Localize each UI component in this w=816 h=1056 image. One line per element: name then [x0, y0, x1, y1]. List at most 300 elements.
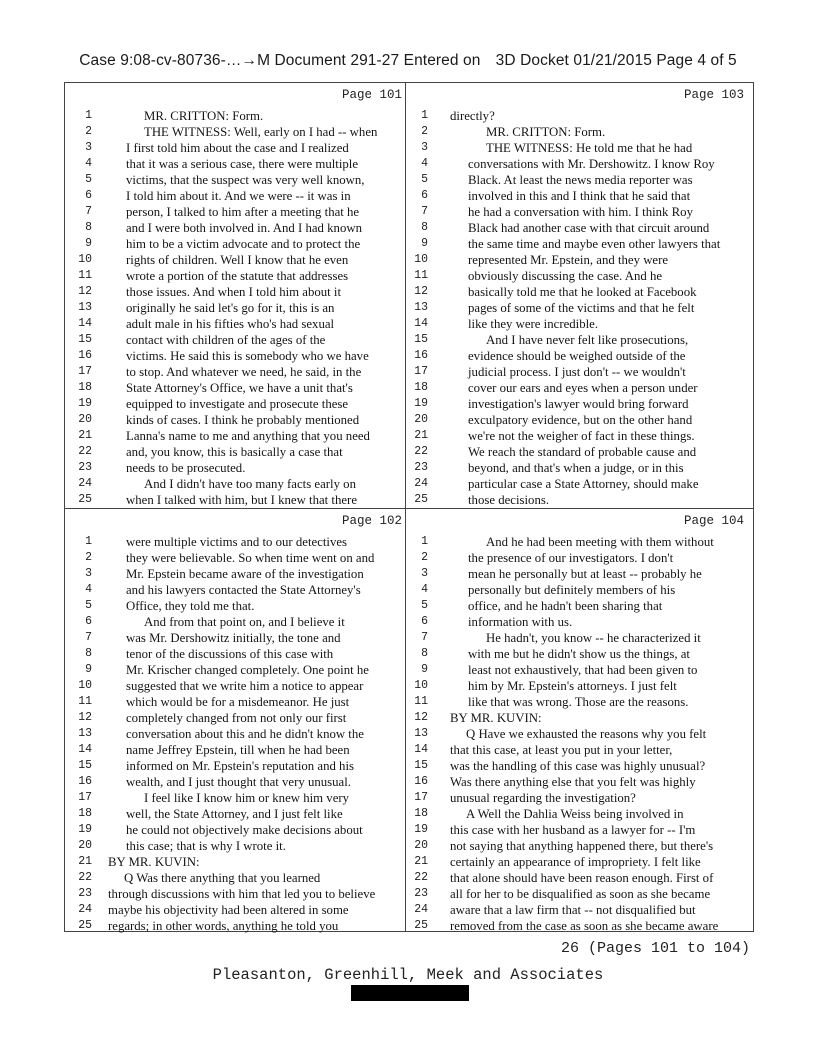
transcript-line — [64, 694, 408, 710]
transcript-line — [64, 380, 408, 396]
line-number: 20 — [414, 839, 428, 852]
transcript-line — [64, 284, 408, 300]
pages-range: 26 (Pages 101 to 104) — [560, 940, 750, 957]
line-text: kinds of cases. I think he probably mentioned — [126, 413, 360, 427]
line-number: 24 — [414, 477, 428, 490]
line-text: he had a conversation with him. I think Roy — [468, 205, 693, 219]
line-text: Black had another case with that circuit around — [468, 221, 710, 235]
line-text: this case with her husband as a lawyer for -- I'm — [450, 823, 696, 837]
line-text: through discussions with him that led you to believe — [108, 887, 376, 901]
transcript-line — [64, 534, 408, 550]
line-number: 22 — [78, 871, 92, 884]
line-text: was the handling of this case was highly unusual? — [450, 759, 706, 773]
transcript-lines — [406, 534, 750, 934]
line-text: conversations with Mr. Dershowitz. I know Roy — [468, 157, 715, 171]
transcript-line — [64, 790, 408, 806]
line-number: 11 — [78, 269, 92, 282]
line-number: 5 — [85, 173, 92, 186]
line-number: 2 — [421, 125, 428, 138]
transcript-line — [64, 428, 408, 444]
line-text: cover our ears and eyes when a person under — [468, 381, 698, 395]
transcript-line — [64, 252, 408, 268]
line-number: 3 — [85, 141, 92, 154]
line-number: 12 — [414, 285, 428, 298]
page-101-panel — [64, 82, 408, 508]
transcript-line — [64, 758, 408, 774]
transcript-line — [406, 188, 750, 204]
transcript-line — [64, 316, 408, 332]
line-text: State Attorney's Office, we have a unit that's — [126, 381, 353, 395]
line-number: 19 — [414, 823, 428, 836]
transcript-line — [406, 428, 750, 444]
line-text: pages of some of the victims and that he felt — [468, 301, 695, 315]
reporting-firm: Pleasanton, Greenhill, Meek and Associates — [212, 966, 604, 984]
line-text: Office, they told me that. — [126, 599, 255, 613]
line-number: 18 — [414, 807, 428, 820]
line-text: judicial process. I just don't -- we wouldn't — [468, 365, 686, 379]
line-text: that this case, at least you put in your letter, — [450, 743, 673, 757]
line-text: information with us. — [468, 615, 573, 629]
line-text: him to be a victim advocate and to protect the — [126, 237, 361, 251]
transcript-line — [64, 918, 408, 934]
line-number: 13 — [78, 301, 92, 314]
line-text: involved in this and I think that he said that — [468, 189, 691, 203]
line-number: 3 — [421, 567, 428, 580]
line-number: 13 — [78, 727, 92, 740]
line-text: He hadn't, you know -- he characterized it — [486, 631, 701, 645]
transcript-line — [64, 332, 408, 348]
transcript-line — [406, 598, 750, 614]
line-number: 9 — [85, 663, 92, 676]
transcript-line — [64, 156, 408, 172]
line-number: 10 — [78, 253, 92, 266]
line-text: removed from the case as soon as she became aware — [450, 919, 719, 933]
transcript-line — [64, 646, 408, 662]
transcript-line — [64, 550, 408, 566]
line-number: 19 — [414, 397, 428, 410]
transcript-line — [406, 886, 750, 902]
transcript-line — [406, 268, 750, 284]
transcript-line — [406, 790, 750, 806]
transcript-line — [406, 140, 750, 156]
transcript-line — [406, 806, 750, 822]
transcript-line — [406, 156, 750, 172]
line-number: 24 — [78, 903, 92, 916]
line-text: needs to be prosecuted. — [126, 461, 246, 475]
line-text: maybe his objectivity had been altered in some — [108, 903, 349, 917]
transcript-line — [406, 124, 750, 140]
line-number: 16 — [78, 349, 92, 362]
transcript-line — [64, 582, 408, 598]
line-text: MR. CRITTON: Form. — [486, 125, 606, 139]
transcript-line — [406, 870, 750, 886]
transcript-line — [64, 614, 408, 630]
transcript-line — [64, 678, 408, 694]
line-number: 21 — [78, 429, 92, 442]
line-number: 8 — [421, 221, 428, 234]
transcript-line — [64, 476, 408, 492]
line-text: not saying that anything happened there, but there's — [450, 839, 714, 853]
line-number: 5 — [85, 599, 92, 612]
line-number: 8 — [85, 647, 92, 660]
line-text: Was there anything else that you felt was highly — [450, 775, 696, 789]
line-number: 16 — [78, 775, 92, 788]
line-text: aware that a law firm that -- not disqualified but — [450, 903, 696, 917]
line-text: particular case a State Attorney, should make — [468, 477, 699, 491]
line-text: name Jeffrey Epstein, till when he had been — [126, 743, 350, 757]
line-text: evidence should be weighed outside of the — [468, 349, 686, 363]
line-number: 5 — [421, 173, 428, 186]
line-text: Mr. Epstein became aware of the investigation — [126, 567, 364, 581]
line-number: 6 — [85, 615, 92, 628]
page-title: Page 103 — [683, 88, 744, 102]
line-text: THE WITNESS: Well, early on I had -- when — [144, 125, 378, 139]
line-text: was Mr. Dershowitz initially, the tone and — [126, 631, 341, 645]
line-text: him by Mr. Epstein's attorneys. I just felt — [468, 679, 677, 693]
line-number: 4 — [85, 157, 92, 170]
transcript-line — [406, 108, 750, 124]
line-text: We reach the standard of probable cause and — [468, 445, 697, 459]
line-number: 23 — [414, 461, 428, 474]
transcript-line — [406, 742, 750, 758]
line-number: 23 — [78, 461, 92, 474]
line-number: 17 — [78, 791, 92, 804]
line-text: adult male in his fifties who's had sexual — [126, 317, 335, 331]
line-number: 1 — [421, 535, 428, 548]
line-text: equipped to investigate and prosecute these — [126, 397, 349, 411]
line-number: 25 — [414, 919, 428, 932]
line-text: those issues. And when I told him about it — [126, 285, 342, 299]
transcript-line — [406, 646, 750, 662]
transcript-line — [406, 348, 750, 364]
line-number: 8 — [421, 647, 428, 660]
line-number: 5 — [421, 599, 428, 612]
transcript-line — [406, 838, 750, 854]
line-number: 1 — [85, 109, 92, 122]
line-text: the presence of our investigators. I don't — [468, 551, 674, 565]
line-text: completely changed from not only our first — [126, 711, 347, 725]
line-number: 4 — [421, 157, 428, 170]
line-text: least not exhaustively, that had been given to — [468, 663, 698, 677]
transcript-line — [406, 444, 750, 460]
line-text: when I talked with him, but I knew that there — [126, 493, 357, 507]
line-number: 7 — [85, 631, 92, 644]
line-number: 12 — [414, 711, 428, 724]
line-text: victims. He said this is somebody who we have — [126, 349, 369, 363]
line-text: and I were both involved in. And I had known — [126, 221, 362, 235]
transcript-line — [64, 566, 408, 582]
transcript-line — [406, 412, 750, 428]
transcript-line — [64, 806, 408, 822]
line-text: like they were incredible. — [468, 317, 599, 331]
line-number: 2 — [85, 125, 92, 138]
transcript-line — [406, 380, 750, 396]
transcript-line — [406, 172, 750, 188]
transcript-line — [64, 124, 408, 140]
line-number: 17 — [78, 365, 92, 378]
transcript-line — [64, 460, 408, 476]
transcript-line — [406, 364, 750, 380]
line-text: like that was wrong. Those are the reasons. — [468, 695, 689, 709]
transcript-line — [406, 614, 750, 630]
line-text: investigation's lawyer would bring forward — [468, 397, 689, 411]
line-text: this case; that is why I wrote it. — [126, 839, 286, 853]
transcript-line — [406, 662, 750, 678]
line-text: he could not objectively make decisions about — [126, 823, 363, 837]
transcript-line — [406, 460, 750, 476]
line-number: 13 — [414, 301, 428, 314]
line-number: 18 — [78, 381, 92, 394]
transcript-line — [64, 630, 408, 646]
line-number: 14 — [78, 743, 92, 756]
line-number: 7 — [421, 205, 428, 218]
transcript-line — [406, 694, 750, 710]
line-text: obviously discussing the case. And he — [468, 269, 663, 283]
line-text: office, and he hadn't been sharing that — [468, 599, 663, 613]
transcript-line — [64, 822, 408, 838]
line-text: well, the State Attorney, and I just felt like — [126, 807, 343, 821]
line-text: Lanna's name to me and anything that you need — [126, 429, 370, 443]
line-number: 24 — [414, 903, 428, 916]
line-number: 16 — [414, 775, 428, 788]
transcript-line — [64, 412, 408, 428]
line-text: I feel like I know him or knew him very — [144, 791, 350, 805]
transcript-line — [64, 662, 408, 678]
line-number: 20 — [78, 413, 92, 426]
transcript-line — [406, 726, 750, 742]
line-text: and his lawyers contacted the State Attorney's — [126, 583, 361, 597]
line-text: Q Was there anything that you learned — [124, 871, 321, 885]
line-text: And from that point on, and I believe it — [144, 615, 345, 629]
transcript-line — [64, 854, 408, 870]
line-number: 21 — [414, 855, 428, 868]
line-text: THE WITNESS: He told me that he had — [486, 141, 693, 155]
line-number: 16 — [414, 349, 428, 362]
line-text: beyond, and that's when a judge, or in this — [468, 461, 684, 475]
transcript-lines — [64, 108, 408, 508]
line-number: 20 — [414, 413, 428, 426]
line-text: originally he said let's go for it, this is an — [126, 301, 335, 315]
line-text: all for her to be disqualified as soon as she became — [450, 887, 711, 901]
line-text: informed on Mr. Epstein's reputation and his — [126, 759, 354, 773]
line-number: 10 — [414, 253, 428, 266]
transcript-line — [406, 854, 750, 870]
transcript-line — [406, 630, 750, 646]
transcript-line — [64, 188, 408, 204]
line-text: MR. CRITTON: Form. — [144, 109, 264, 123]
line-number: 22 — [414, 871, 428, 884]
transcript-line — [406, 316, 750, 332]
line-number: 21 — [414, 429, 428, 442]
line-number: 6 — [421, 615, 428, 628]
line-number: 15 — [78, 333, 92, 346]
line-number: 25 — [78, 919, 92, 932]
transcript-lines — [64, 534, 408, 934]
line-text: I told him about it. And we were -- it was in — [126, 189, 351, 203]
transcript-line — [406, 476, 750, 492]
line-text: person, I talked to him after a meeting that he — [126, 205, 360, 219]
line-text: wealth, and I just thought that very unusual. — [126, 775, 351, 789]
transcript-line — [406, 774, 750, 790]
line-text: with me but he didn't show us the things, at — [468, 647, 690, 661]
transcript-line — [64, 838, 408, 854]
line-number: 24 — [78, 477, 92, 490]
line-text: Black. At least the news media reporter was — [468, 173, 693, 187]
line-number: 2 — [85, 551, 92, 564]
line-text: contact with children of the ages of the — [126, 333, 326, 347]
transcript-line — [64, 268, 408, 284]
line-text: were multiple victims and to our detectives — [126, 535, 348, 549]
line-text: suggested that we write him a notice to appear — [126, 679, 364, 693]
transcript-line — [64, 396, 408, 412]
line-number: 19 — [78, 823, 92, 836]
line-number: 25 — [414, 493, 428, 506]
line-number: 14 — [414, 743, 428, 756]
transcript-line — [64, 108, 408, 124]
line-text: rights of children. Well I know that he even — [126, 253, 349, 267]
line-number: 20 — [78, 839, 92, 852]
line-text: which would be for a misdemeanor. He just — [126, 695, 350, 709]
line-number: 14 — [78, 317, 92, 330]
line-number: 1 — [85, 535, 92, 548]
line-text: personally but definitely members of his — [468, 583, 676, 597]
line-number: 23 — [78, 887, 92, 900]
line-number: 8 — [85, 221, 92, 234]
transcript-line — [406, 758, 750, 774]
transcript-line — [64, 204, 408, 220]
line-text: mean he personally but at least -- probably he — [468, 567, 702, 581]
transcript-line — [64, 598, 408, 614]
transcript-line — [64, 902, 408, 918]
line-number: 15 — [414, 759, 428, 772]
line-text: And I have never felt like prosecutions, — [486, 333, 689, 347]
line-text: A Well the Dahlia Weiss being involved in — [466, 807, 684, 821]
transcript-line — [406, 492, 750, 508]
line-number: 21 — [78, 855, 92, 868]
transcript-line — [406, 220, 750, 236]
page-104-panel — [406, 508, 750, 934]
line-text: BY MR. KUVIN: — [450, 711, 542, 725]
line-text: victims, that the suspect was very well known, — [126, 173, 365, 187]
line-text: that it was a serious case, there were multiple — [126, 157, 359, 171]
line-number: 1 — [421, 109, 428, 122]
transcript-line — [406, 332, 750, 348]
line-number: 4 — [85, 583, 92, 596]
line-text: represented Mr. Epstein, and they were — [468, 253, 669, 267]
line-number: 3 — [421, 141, 428, 154]
line-number: 18 — [414, 381, 428, 394]
case-header: Case 9:08-cv-80736-…→M Document 291-27 Entered on 3D Docket 01/21/2015 Page 4 of 5 — [79, 52, 737, 69]
transcript-line — [64, 742, 408, 758]
transcript-line — [64, 172, 408, 188]
transcript-line — [64, 774, 408, 790]
transcript-line — [406, 902, 750, 918]
line-number: 7 — [85, 205, 92, 218]
transcript-line — [64, 140, 408, 156]
transcript-line — [406, 566, 750, 582]
line-number: 3 — [85, 567, 92, 580]
line-number: 4 — [421, 583, 428, 596]
line-text: the same time and maybe even other lawyers that — [468, 237, 721, 251]
line-number: 9 — [85, 237, 92, 250]
line-number: 14 — [414, 317, 428, 330]
line-number: 22 — [414, 445, 428, 458]
line-text: Q Have we exhausted the reasons why you felt — [466, 727, 707, 741]
transcript-line — [64, 348, 408, 364]
line-number: 15 — [414, 333, 428, 346]
line-text: wrote a portion of the statute that addresses — [126, 269, 349, 283]
line-text: BY MR. KUVIN: — [108, 855, 200, 869]
transcript-line — [64, 364, 408, 380]
transcript-line — [406, 300, 750, 316]
transcript-line — [406, 918, 750, 934]
line-number: 25 — [78, 493, 92, 506]
transcript-line — [406, 678, 750, 694]
page-title: Page 101 — [341, 88, 402, 102]
line-number: 6 — [421, 189, 428, 202]
line-text: and, you know, this is basically a case that — [126, 445, 343, 459]
line-number: 9 — [421, 663, 428, 676]
line-text: unusual regarding the investigation? — [450, 791, 636, 805]
line-number: 19 — [78, 397, 92, 410]
line-number: 11 — [414, 695, 428, 708]
transcript-line — [64, 300, 408, 316]
transcript-line — [406, 252, 750, 268]
line-number: 9 — [421, 237, 428, 250]
line-text: Mr. Krischer changed completely. One point he — [126, 663, 369, 677]
line-number: 12 — [78, 285, 92, 298]
transcript-line — [406, 284, 750, 300]
transcript-line — [406, 550, 750, 566]
line-number: 17 — [414, 365, 428, 378]
line-text: And he had been meeting with them without — [486, 535, 714, 549]
page-title: Page 104 — [683, 514, 744, 528]
line-number: 2 — [421, 551, 428, 564]
transcript-line — [64, 444, 408, 460]
line-text: directly? — [450, 109, 495, 123]
line-number: 10 — [78, 679, 92, 692]
line-text: regards; in other words, anything he told you — [108, 919, 339, 933]
line-text: I first told him about the case and I realized — [126, 141, 349, 155]
line-number: 17 — [414, 791, 428, 804]
line-number: 11 — [414, 269, 428, 282]
transcript-line — [64, 220, 408, 236]
page-title: Page 102 — [341, 514, 402, 528]
transcript-line — [406, 710, 750, 726]
line-number: 22 — [78, 445, 92, 458]
transcript-lines — [406, 108, 750, 508]
transcript-line — [406, 396, 750, 412]
page-103-panel — [406, 82, 750, 508]
transcript-line — [406, 822, 750, 838]
line-text: basically told me that he looked at Facebook — [468, 285, 697, 299]
line-text: we're not the weigher of fact in these things. — [468, 429, 695, 443]
line-number: 11 — [78, 695, 92, 708]
line-text: tenor of the discussions of this case with — [126, 647, 334, 661]
transcript-line — [406, 236, 750, 252]
transcript-line — [64, 710, 408, 726]
line-number: 13 — [414, 727, 428, 740]
line-number: 15 — [78, 759, 92, 772]
transcript-line — [64, 886, 408, 902]
line-text: that alone should have been reason enough. First of — [450, 871, 714, 885]
page-102-panel — [64, 508, 408, 934]
line-text: they were believable. So when time went on and — [126, 551, 375, 565]
line-number: 10 — [414, 679, 428, 692]
line-number: 12 — [78, 711, 92, 724]
redaction-bar — [351, 985, 469, 1001]
transcript-line — [64, 870, 408, 886]
